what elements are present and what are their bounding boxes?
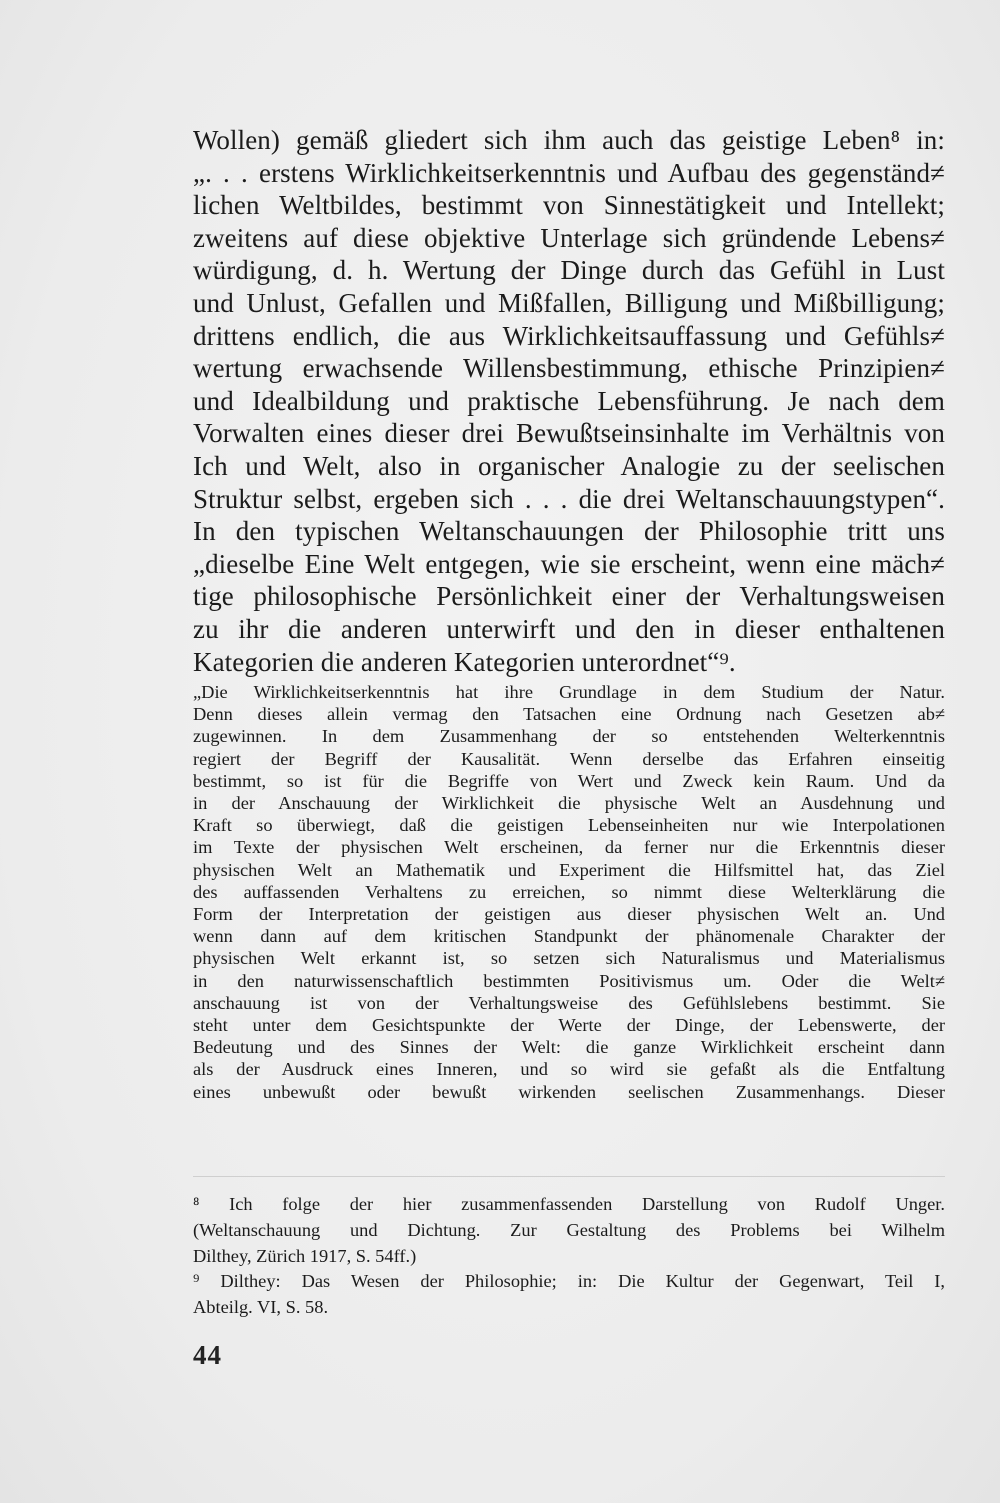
text-line: drittens endlich, die aus Wirklichkeitsauffassung und Gefühls≠ xyxy=(193,320,945,351)
quote-line: in den naturwissenschaftlich bestimmten Positivismus um. Oder die Welt≠ xyxy=(193,970,945,991)
footnote-line: ⁹ Dilthey: Das Wesen der Philosophie; in: Die Kultur der Gegenwart, Teil I, xyxy=(193,1271,945,1292)
quote-line: als der Ausdruck eines Inneren, und so wird sie gefaßt als die Entfaltung xyxy=(193,1059,945,1080)
main-text-block xyxy=(193,124,945,678)
text-line: und Unlust, Gefallen und Mißfallen, Billigung und Mißbilligung; xyxy=(193,287,945,318)
footnote-line: (Weltanschauung und Dichtung. Zur Gestaltung des Problems bei Wilhelm xyxy=(193,1219,945,1240)
quote-line: regiert der Begriff der Kausalität. Wenn derselbe das Erfahren einseitig xyxy=(193,748,945,769)
quote-line: Bedeutung und des Sinnes der Welt: die ganze Wirklichkeit erscheint dann xyxy=(193,1037,945,1058)
text-line: „. . . erstens Wirklichkeitserkenntnis und Aufbau des gegenständ≠ xyxy=(193,157,945,188)
footnote-line: ⁸ Ich folge der hier zusammenfassenden Darstellung von Rudolf Unger. xyxy=(193,1194,945,1214)
text-line: Wollen) gemäß gliedert sich ihm auch das geistige Leben⁸ in: xyxy=(193,125,945,155)
quote-line: physischen Welt an Mathematik und Experiment die Hilfsmittel hat, das Ziel xyxy=(193,859,945,880)
quote-line: eines unbewußt oder bewußt wirkenden seelischen Zusammenhangs. Dieser xyxy=(193,1081,945,1102)
text-line: Struktur selbst, ergeben sich . . . die drei Weltanschauungstypen“. xyxy=(193,483,945,514)
quote-line: in der Anschauung der Wirklichkeit die physische Welt an Ausdehnung und xyxy=(193,793,945,814)
quote-line: des auffassenden Verhaltens zu erreichen, so nimmt diese Welterklärung die xyxy=(193,881,945,902)
quote-line: anschauung ist von der Verhaltungsweise des Gefühlslebens bestimmt. Sie xyxy=(193,992,945,1013)
quote-line: im Texte der physischen Welt erscheinen, da ferner nur die Erkenntnis dieser xyxy=(193,837,945,858)
text-line: wertung erwachsende Willensbestimmung, ethische Prinzipien≠ xyxy=(193,353,945,384)
quote-line: wenn dann auf dem kritischen Standpunkt der phänomenale Charakter der xyxy=(193,926,945,947)
text-line: zu ihr die anderen unterwirft und den in dieser enthaltenen xyxy=(193,613,945,644)
quote-line: Kraft so überwiegt, daß die geistigen Lebenseinheiten nur wie Interpolationen xyxy=(193,815,945,836)
footnote-divider xyxy=(193,1176,945,1177)
footnote-line: Dilthey, Zürich 1917, S. 54ff.) xyxy=(193,1245,417,1266)
text-line: lichen Weltbildes, bestimmt von Sinnestätigkeit und Intellekt; xyxy=(193,190,945,221)
page-number: 44 xyxy=(193,1340,222,1370)
text-line: In den typischen Weltanschauungen der Philosophie tritt uns xyxy=(193,516,945,547)
text-line: würdigung, d. h. Wertung der Dinge durch das Gefühl in Lust xyxy=(193,255,945,286)
text-line: tige philosophische Persönlichkeit einer der Verhaltungsweisen xyxy=(193,581,945,612)
quote-line: bestimmt, so ist für die Begriffe von Wert und Zweck kein Raum. Und da xyxy=(193,770,945,791)
text-line: zweitens auf diese objektive Unterlage sich gründende Lebens≠ xyxy=(193,222,945,253)
footnote-line: Abteilg. VI, S. 58. xyxy=(193,1297,329,1318)
quote-line: Denn dieses allein vermag den Tatsachen eine Ordnung nach Gesetzen ab≠ xyxy=(193,704,945,725)
footnotes-block xyxy=(193,1192,945,1321)
quote-line: Form der Interpretation der geistigen aus dieser physischen Welt an. Und xyxy=(193,904,945,925)
quote-line: steht unter dem Gesichtspunkte der Werte der Dinge, der Lebenswerte, der xyxy=(193,1015,945,1036)
quote-line: „Die Wirklichkeitserkenntnis hat ihre Grundlage in dem Studium der Natur. xyxy=(193,682,945,702)
quote-line: physischen Welt erkannt ist, so setzen sich Naturalismus und Materialismus xyxy=(193,948,945,969)
text-line: Ich und Welt, also in organischer Analogie zu der seelischen xyxy=(193,450,945,481)
text-line: und Idealbildung und praktische Lebensführung. Je nach dem xyxy=(193,385,945,416)
text-line: Vorwalten eines dieser drei Bewußtseinsinhalte im Verhältnis von xyxy=(193,418,945,449)
quotation-block xyxy=(193,681,945,1103)
quote-line: zugewinnen. In dem Zusammenhang der so entstehenden Welterkenntnis xyxy=(193,726,945,747)
text-line: Kategorien die anderen Kategorien unterordnet“⁹. xyxy=(193,646,736,677)
text-line: „dieselbe Eine Welt entgegen, wie sie erscheint, wenn eine mäch≠ xyxy=(193,548,945,579)
